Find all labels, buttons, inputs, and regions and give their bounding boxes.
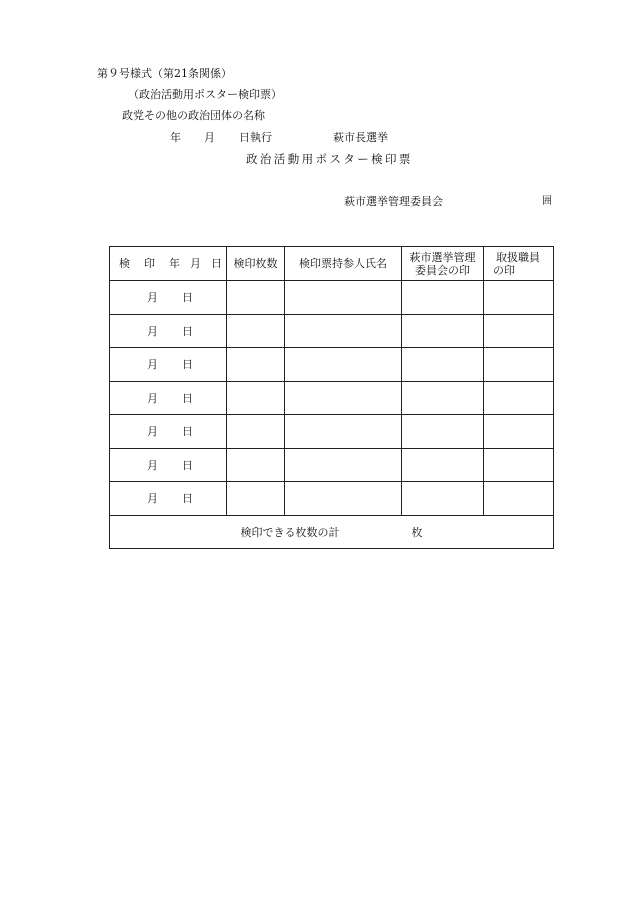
- header-date-char: 年: [169, 257, 180, 270]
- seal-mark-icon: 囲: [542, 196, 552, 207]
- header-seal-date: [110, 247, 227, 281]
- date-month-label: 月: [204, 131, 215, 144]
- table-row: [110, 448, 554, 482]
- row-date-cell[interactable]: [110, 314, 227, 348]
- header-date-char: 検: [119, 257, 130, 270]
- row-committee-seal-cell[interactable]: [402, 448, 484, 482]
- header-date-char: 日: [211, 257, 222, 270]
- row-day-label: 日: [182, 425, 193, 439]
- table-row: [110, 281, 554, 315]
- table-row: [110, 381, 554, 415]
- row-bearer-cell[interactable]: [285, 314, 402, 348]
- date-day-label: 日執行: [239, 131, 272, 144]
- row-day-label: 日: [182, 492, 193, 506]
- row-bearer-cell[interactable]: [285, 448, 402, 482]
- table-header-row: [110, 247, 554, 281]
- row-staff-seal-cell[interactable]: [484, 314, 554, 348]
- date-year-label: 年: [170, 131, 181, 144]
- row-committee-seal-cell[interactable]: [402, 415, 484, 449]
- header-staff-seal-line2: の印: [493, 263, 515, 277]
- row-staff-seal-cell[interactable]: [484, 482, 554, 516]
- table-row: [110, 314, 554, 348]
- row-date-cell[interactable]: [110, 482, 227, 516]
- row-bearer-cell[interactable]: [285, 381, 402, 415]
- party-name-label: 政党その他の政治団体の名称: [122, 109, 265, 122]
- row-count-cell[interactable]: [227, 415, 285, 449]
- row-count-cell[interactable]: [227, 348, 285, 382]
- seal-record-table: [109, 246, 554, 549]
- total-cell[interactable]: [110, 515, 554, 549]
- header-seal-count: 検印枚数: [227, 247, 285, 281]
- row-date-cell[interactable]: [110, 381, 227, 415]
- row-staff-seal-cell[interactable]: [484, 381, 554, 415]
- row-bearer-cell[interactable]: [285, 482, 402, 516]
- form-subtitle: （政治活動用ポスター検印票）: [128, 88, 282, 101]
- total-row: [110, 515, 554, 549]
- row-bearer-cell[interactable]: [285, 348, 402, 382]
- row-staff-seal-cell[interactable]: [484, 448, 554, 482]
- total-label: 検印できる枚数の計: [240, 525, 340, 539]
- row-staff-seal-cell[interactable]: [484, 415, 554, 449]
- row-committee-seal-cell[interactable]: [402, 314, 484, 348]
- table-row: [110, 348, 554, 382]
- row-committee-seal-cell[interactable]: [402, 281, 484, 315]
- row-bearer-cell[interactable]: [285, 415, 402, 449]
- committee-name: 萩市選挙管理委員会: [344, 195, 443, 208]
- header-bearer-name: 検印票持参人氏名: [285, 247, 402, 281]
- row-date-cell[interactable]: [110, 415, 227, 449]
- row-month-label: 月: [147, 291, 158, 305]
- row-month-label: 月: [147, 391, 158, 405]
- row-count-cell[interactable]: [227, 381, 285, 415]
- header-staff-seal-line1: 取扱職員: [496, 250, 540, 264]
- row-day-label: 日: [182, 324, 193, 338]
- row-staff-seal-cell[interactable]: [484, 281, 554, 315]
- row-day-label: 日: [182, 358, 193, 372]
- row-date-cell[interactable]: [110, 448, 227, 482]
- row-day-label: 日: [182, 458, 193, 472]
- row-date-cell[interactable]: [110, 348, 227, 382]
- row-committee-seal-cell[interactable]: [402, 482, 484, 516]
- form-number-label: 第９号様式（第21条関係）: [97, 67, 232, 80]
- row-month-label: 月: [147, 425, 158, 439]
- header-date-char: 月: [190, 257, 201, 270]
- row-bearer-cell[interactable]: [285, 281, 402, 315]
- document-title: 政治活動用ポスター検印票: [246, 152, 413, 166]
- election-name: 萩市長選挙: [333, 131, 388, 144]
- row-day-label: 日: [182, 291, 193, 305]
- table-row: [110, 415, 554, 449]
- row-count-cell[interactable]: [227, 281, 285, 315]
- total-unit: 枚: [411, 525, 423, 539]
- row-month-label: 月: [147, 458, 158, 472]
- row-staff-seal-cell[interactable]: [484, 348, 554, 382]
- header-committee-seal-line1: 萩市選挙管理: [409, 250, 476, 264]
- row-committee-seal-cell[interactable]: [402, 381, 484, 415]
- header-committee-seal-line2: 委員会の印: [415, 263, 470, 277]
- row-count-cell[interactable]: [227, 314, 285, 348]
- row-month-label: 月: [147, 324, 158, 338]
- row-committee-seal-cell[interactable]: [402, 348, 484, 382]
- table-row: [110, 482, 554, 516]
- row-date-cell[interactable]: [110, 281, 227, 315]
- header-committee-seal: [402, 247, 484, 281]
- row-count-cell[interactable]: [227, 448, 285, 482]
- row-month-label: 月: [147, 492, 158, 506]
- header-date-char: 印: [144, 257, 155, 270]
- row-count-cell[interactable]: [227, 482, 285, 516]
- row-month-label: 月: [147, 358, 158, 372]
- header-staff-seal: [484, 247, 554, 281]
- row-day-label: 日: [182, 391, 193, 405]
